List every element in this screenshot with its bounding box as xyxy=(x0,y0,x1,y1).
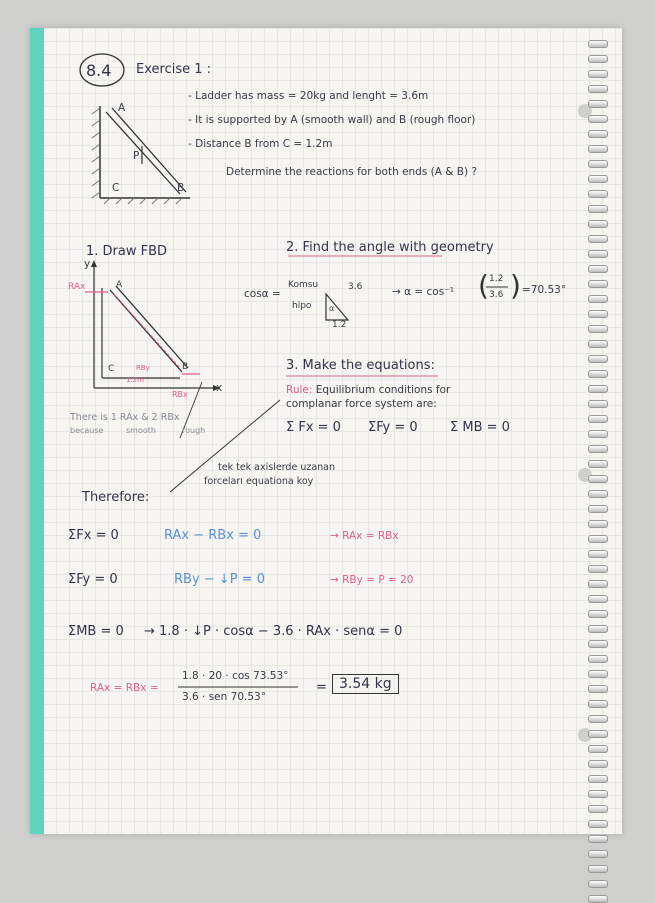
spiral-ring xyxy=(588,415,608,423)
fx-terms: RAx − RBx = 0 xyxy=(164,528,262,543)
spiral-ring xyxy=(588,775,608,783)
fbd-a-label: A xyxy=(116,280,123,290)
y-label: y xyxy=(84,258,91,270)
point-b-label: B xyxy=(177,182,185,194)
fbd-note: smooth xyxy=(126,426,156,435)
triangle-hyp: 3.6 xyxy=(348,282,363,292)
mb-terms: → 1.8 · ↓P · cosα − 3.6 · RAx · senα = 0 xyxy=(144,624,403,639)
spiral-ring xyxy=(588,535,608,543)
spiral-ring xyxy=(588,700,608,708)
rax-label: RAx xyxy=(68,282,86,292)
equilibrium-eq: ΣFy = 0 xyxy=(368,420,418,435)
side-note: tek tek axislerde uzanan xyxy=(218,462,336,473)
spiral-ring xyxy=(588,265,608,273)
fbd-c-label: C xyxy=(108,364,115,374)
spiral-ring xyxy=(588,325,608,333)
spiral-ring xyxy=(588,565,608,573)
spiral-ring xyxy=(588,55,608,63)
side-note: forceları equationa koy xyxy=(204,476,314,487)
rby-label: RBy xyxy=(136,364,150,372)
sum-fy: ΣFy = 0 xyxy=(68,572,118,587)
spiral-ring xyxy=(588,295,608,303)
ladder-edge xyxy=(112,108,186,192)
cos-denominator: hipo xyxy=(292,301,312,311)
spiral-ring xyxy=(588,280,608,288)
fbd-ladder xyxy=(116,286,188,368)
spiral-ring xyxy=(588,205,608,213)
spiral-ring xyxy=(588,670,608,678)
fx-result: → RAx = RBx xyxy=(330,530,399,542)
spiral-ring xyxy=(588,895,608,903)
fbd-note: There is 1 RAx & 2 RBx xyxy=(70,412,180,423)
spiral-ring xyxy=(588,880,608,888)
equilibrium-eq: Σ MB = 0 xyxy=(450,420,510,435)
spiral-ring xyxy=(588,655,608,663)
spiral-ring xyxy=(588,805,608,813)
spiral-ring xyxy=(588,370,608,378)
spiral-ring xyxy=(588,460,608,468)
final-lhs: RAx = RBx = xyxy=(90,682,159,694)
problem-line: - Distance B from C = 1.2m xyxy=(188,138,333,150)
final-numerator: 1.8 · 20 · cos 73.53° xyxy=(182,670,289,682)
fbd-note: rough xyxy=(182,426,206,435)
spiral-ring xyxy=(588,685,608,693)
triangle-alpha: α xyxy=(329,304,335,313)
spiral-ring xyxy=(588,385,608,393)
spiral-ring xyxy=(588,640,608,648)
spiral-ring xyxy=(588,145,608,153)
step1-title: 1. Draw FBD xyxy=(86,244,168,259)
spiral-ring xyxy=(588,445,608,453)
step3-title: 3. Make the equations: xyxy=(286,358,435,373)
spiral-ring xyxy=(588,595,608,603)
spiral-ring xyxy=(588,730,608,738)
final-denominator: 3.6 · sen 70.53° xyxy=(182,691,266,703)
spiral-ring xyxy=(588,550,608,558)
spiral-ring xyxy=(588,760,608,768)
spiral-ring xyxy=(588,625,608,633)
fbd-note: because xyxy=(70,426,104,435)
spiral-ring xyxy=(588,190,608,198)
angle-value: =70.53° xyxy=(522,284,567,296)
spiral-ring xyxy=(588,235,608,243)
triangle-base: 1.2 xyxy=(332,320,347,330)
point-c-label: C xyxy=(112,182,120,194)
spiral-ring xyxy=(588,475,608,483)
spiral-ring xyxy=(588,580,608,588)
spiral-ring xyxy=(588,520,608,528)
spiral-ring xyxy=(588,430,608,438)
spiral-ring xyxy=(588,745,608,753)
spiral-ring xyxy=(588,865,608,873)
final-equals: = xyxy=(316,680,327,695)
sum-mb: ΣMB = 0 xyxy=(68,624,124,639)
notebook-page xyxy=(30,28,622,834)
angle-frac-den: 3.6 xyxy=(489,290,504,300)
spiral-ring xyxy=(588,490,608,498)
rule-text: complanar force system are: xyxy=(286,398,437,410)
spiral-ring xyxy=(588,175,608,183)
question-line: Determine the reactions for both ends (A & B) ? xyxy=(226,166,478,178)
spiral-ring xyxy=(588,355,608,363)
exercise-title: Exercise 1 : xyxy=(136,62,212,77)
therefore-label: Therefore: xyxy=(82,490,150,505)
fbd-b-label: B xyxy=(182,362,189,372)
spiral-ring xyxy=(588,505,608,513)
sum-fx: ΣFx = 0 xyxy=(68,528,119,543)
cos-numerator: Komsu xyxy=(288,280,319,290)
final-answer-box: 3.54 kg xyxy=(332,674,399,694)
problem-line: - Ladder has mass = 20kg and lenght = 3.6m xyxy=(188,90,429,102)
spiral-ring xyxy=(588,250,608,258)
rule-text: Equilibrium conditions for xyxy=(315,384,451,396)
equilibrium-eq: Σ Fx = 0 xyxy=(286,420,341,435)
angle-result-text: → α = cos⁻¹ xyxy=(392,286,454,298)
spiral-ring xyxy=(588,160,608,168)
spiral-ring xyxy=(588,310,608,318)
svg-text:): ) xyxy=(510,269,521,302)
wall-hatch xyxy=(92,108,100,198)
rbx-label: RBx xyxy=(172,390,188,399)
spiral-ring xyxy=(588,220,608,228)
rule-label: Rule: xyxy=(286,384,313,396)
length-label: 1.2m xyxy=(126,376,144,384)
fy-result: → RBy = P = 20 xyxy=(330,574,414,586)
svg-text:(: ( xyxy=(478,269,489,302)
spiral-ring xyxy=(588,400,608,408)
spiral-ring xyxy=(588,850,608,858)
spiral-ring xyxy=(588,100,608,108)
spiral-ring xyxy=(588,790,608,798)
spiral-ring xyxy=(588,340,608,348)
x-label: x xyxy=(216,382,223,394)
spiral-ring xyxy=(588,820,608,828)
spiral-ring xyxy=(588,835,608,843)
angle-frac-num: 1.2 xyxy=(489,274,504,284)
spiral-ring xyxy=(588,610,608,618)
spiral-ring xyxy=(588,130,608,138)
problem-line: - It is supported by A (smooth wall) and B (rough floor) xyxy=(188,114,476,126)
point-a-label: A xyxy=(118,102,126,114)
section-number: 8.4 xyxy=(86,61,112,80)
fy-terms: RBy − ↓P = 0 xyxy=(174,572,265,587)
spiral-ring xyxy=(588,115,608,123)
weight-label: P xyxy=(133,150,140,162)
spiral-ring xyxy=(588,715,608,723)
step2-title: 2. Find the angle with geometry xyxy=(286,240,494,255)
cos-label: cosα = xyxy=(244,288,281,300)
spiral-ring xyxy=(588,70,608,78)
spiral-ring xyxy=(588,40,608,48)
floor-hatch xyxy=(104,198,182,204)
spiral-binding xyxy=(588,40,610,820)
spiral-ring xyxy=(588,85,608,93)
